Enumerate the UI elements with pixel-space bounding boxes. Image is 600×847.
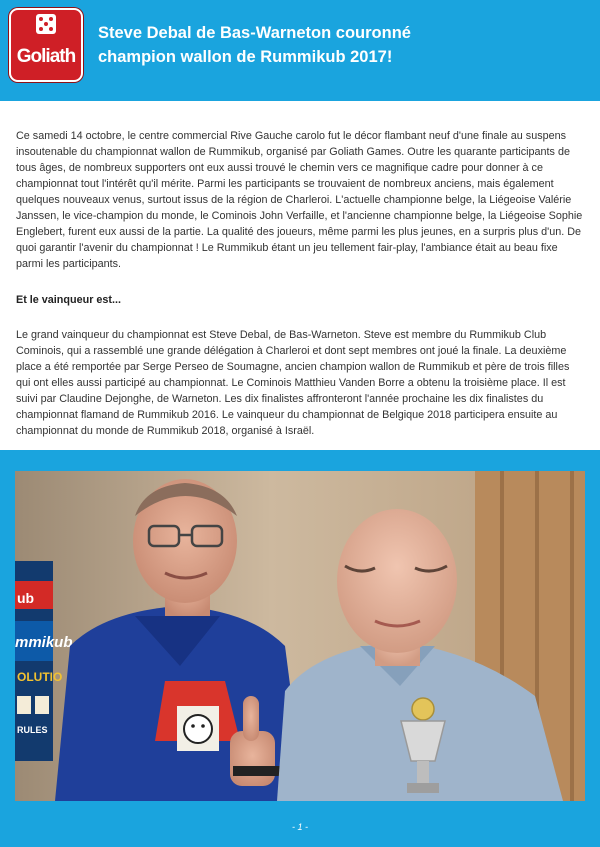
photo-illustration (15, 471, 585, 801)
winners-photo (15, 471, 585, 801)
right-man-head (337, 509, 457, 653)
page-number: - 1 - (291, 822, 308, 832)
shirt-print (155, 681, 240, 751)
box-text-1: ub (17, 590, 35, 606)
box-text-4: RULES (17, 725, 48, 735)
goliath-logo (9, 8, 83, 82)
title-line-2: champion wallon de Rummikub 2017! (98, 48, 393, 66)
page-title (98, 21, 568, 69)
box-text-2: mmikub (15, 634, 73, 651)
dice-icon (35, 13, 57, 35)
article-paragraph-2: Le grand vainqueur du championnat est Steve Debal, de Bas-Warneton. Steve est membre du Rummikub Club Cominois, qui a rassemblé une grande délégation à Charleroi et dont sept membres ont joué la finale. La deuxième place a été remportée par Serge Perseo de Soumagne, ancien champion wallon de Rummikub et père de trois filles qui ont elles aussi participé au championnat. Le Cominois Matthieu Vanden Borre a obtenu la troisième place. Il est suivi par Claudine Dejonghe, de Warneton. Les dix finalistes affronteront l'année prochaine les dix finalistes du championnat flamand de Rummikub 2016. Le vainqueur du championnat de Belgique 2018 participera ensuite au championnat du monde de Rummikub 2018, organisé à Israël. (16, 329, 570, 437)
title-line-1: Steve Debal de Bas-Warneton couronné (98, 24, 411, 42)
logo-wordmark: Goliath (16, 46, 76, 67)
article-body (16, 128, 584, 459)
article-subheading: Et le vainqueur est... (16, 294, 122, 306)
box-text-3: OLUTIO (17, 670, 63, 684)
article-paragraph-1: Ce samedi 14 octobre, le centre commercial Rive Gauche carolo fut le décor flambant neuf d'une finale au suspens insoutenable du championnat wallon de Rummikub, organisé par Goliath Games. Outre les quarante participants de tous âges, de nombreux supporters ont eux aussi trouvé le chemin vers ce magnifique cadre pour donner à ce championnat tout l'intérêt qu'il mérite. Parmi les participants se trouvaient de nombreux anciens, mais également quelques nouveaux venus, surtout issus de la région de Charleroi. L'actuelle championne belge, la Liégeoise Valérie Janssen, le vice-champion du monde, le Cominois John Verfaille, et l'ancienne championne belge, la Liégeoise Sophie Englebert, furent eux aussi de la partie. La qualité des joueurs, même parmi les plus jeunes, en a surpris plus d'un. De quoi garantir l'avenir du championnat ! Le Rummikub étant un jeu tellement fair-play, l'ambiance était au beau fixe parmi les participants. (16, 130, 583, 270)
